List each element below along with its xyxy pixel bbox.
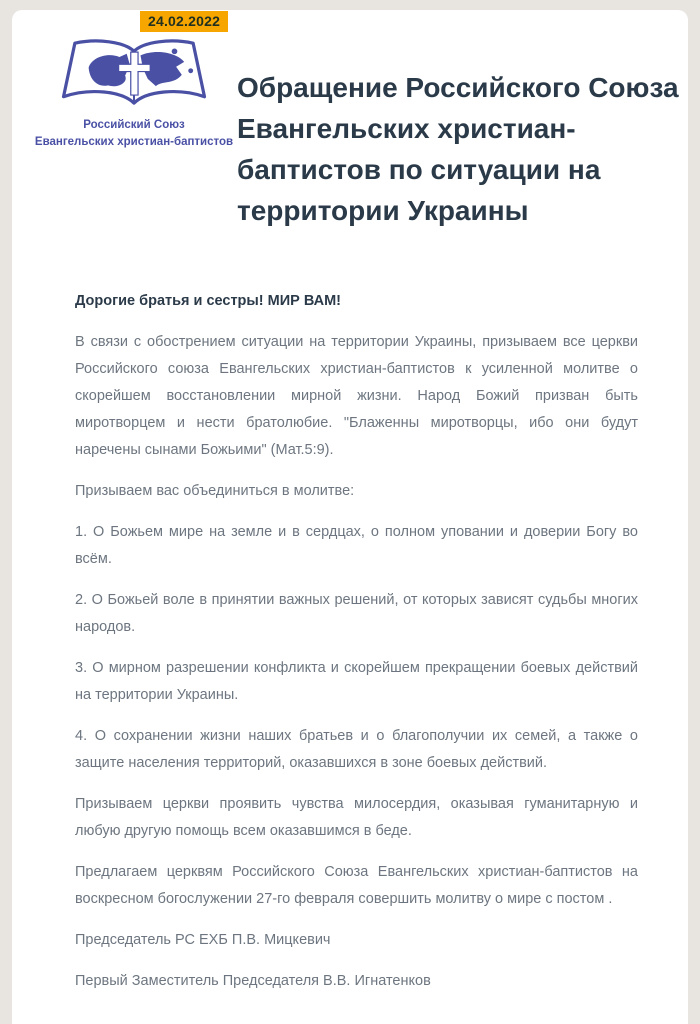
prayer-list-item-3: 3. О мирном разрешении конфликта и скорейшем прекращении боевых действий на территории Украины. xyxy=(75,660,638,703)
logo-org-name-line1: Российский Союз xyxy=(83,119,185,131)
date-badge: 24.02.2022 xyxy=(140,11,228,32)
article-body xyxy=(75,288,638,1009)
paragraph-sunday-service: Предлагаем церквям Российского Союза Евангельских христиан-баптистов на воскресном богослужении 27-го февраля совершить молитву о мире с постом . xyxy=(75,864,638,907)
book-cross-map-logo-icon xyxy=(53,32,215,116)
paragraph-unite-in-prayer: Призываем вас объединиться в молитве: xyxy=(75,483,355,499)
signature-deputy-chairman: Первый Заместитель Председателя В.В. Игнатенков xyxy=(75,973,431,989)
page-title: Обращение Российского Союза Евангельских христиан-баптистов по ситуации на территории Украины xyxy=(237,71,679,226)
paragraph-call-to-prayer: В связи с обострением ситуации на территории Украины, призываем все церкви Российского союза Евангельских христиан-баптистов к усиленной молитве о скорейшем восстановлении мирной жизни. Народ Божий призван быть миротворцем и нести братолюбие. "Блаженны миротворцы, ибо они будут наречены сынами Божьими" (Мат.5:9). xyxy=(75,334,638,458)
prayer-list-item-1: 1. О Божьем мире на земле и в сердцах, о полном уповании и доверии Богу во всём. xyxy=(75,524,638,567)
prayer-list-item-2: 2. О Божьей воле в принятии важных решений, от которых зависят судьбы многих народов. xyxy=(75,592,638,635)
article-card xyxy=(12,10,688,1024)
prayer-list-item-4: 4. О сохранении жизни наших братьев и о благополучии их семей, а также о защите населения территорий, оказавшихся в зоне боевых действий. xyxy=(75,728,638,771)
signature-chairman: Председатель РС ЕХБ П.В. Мицкевич xyxy=(75,932,331,948)
org-logo[interactable] xyxy=(26,32,242,150)
greeting-text: Дорогие братья и сестры! МИР ВАМ! xyxy=(75,293,341,309)
paragraph-mercy: Призываем церкви проявить чувства милосердия, оказывая гуманитарную и любую другую помощь всем оказавшимся в беде. xyxy=(75,796,638,839)
logo-org-name-line2: Евангельских христиан-баптистов xyxy=(34,136,234,148)
